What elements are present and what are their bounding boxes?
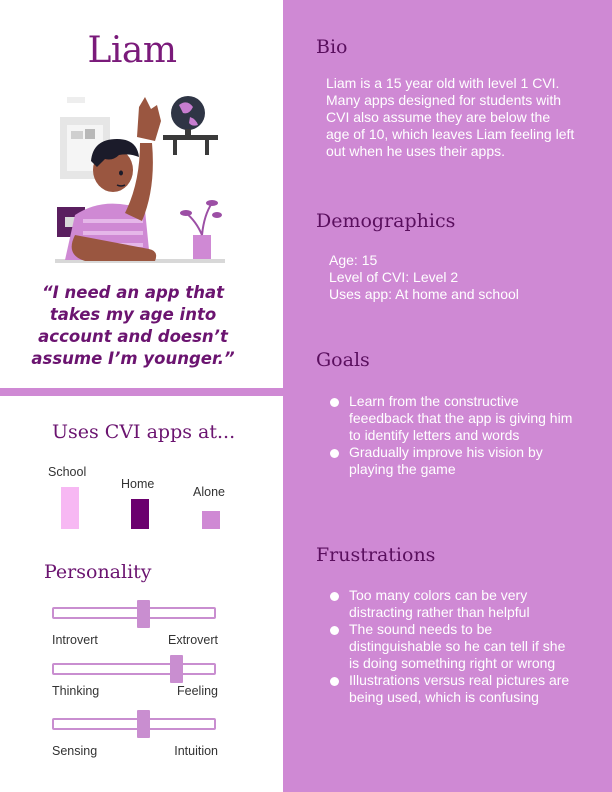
list-item: Too many colors can be very distracting rather than helpful — [328, 587, 578, 621]
bullet-icon — [330, 449, 339, 458]
bar-label-alone: Alone — [193, 485, 225, 499]
demographics-uses: Uses app: At home and school — [329, 286, 519, 302]
bar-label-school: School — [48, 465, 87, 479]
bar-label-home: Home — [121, 477, 155, 491]
persona-name: Liam — [87, 30, 177, 71]
slider-thumb-sensing-intuition[interactable] — [137, 710, 150, 738]
slider-thumb-introvert-extrovert[interactable] — [137, 600, 150, 628]
slider-label-extrovert: Extrovert — [167, 633, 218, 647]
bullet-icon — [330, 677, 339, 686]
list-item: Learn from the constructive feeedback that the app is giving him to identify letters and words — [328, 393, 573, 444]
slider-label-thinking: Thinking — [52, 684, 100, 698]
bio-text: Liam is a 15 year old with level 1 CVI. Many apps designed for students with CVI also assume they are below the age of 10, which leaves Liam feeling left out when he uses their apps. — [326, 75, 575, 159]
goals-heading: Goals — [316, 349, 370, 371]
personality-heading: Personality — [44, 561, 152, 583]
slider-thumb-thinking-feeling[interactable] — [170, 655, 183, 683]
slider-track-sensing-intuition[interactable] — [52, 718, 216, 730]
bar-school — [61, 487, 79, 529]
slider-label-sensing: Sensing — [52, 744, 98, 758]
demographics-age: Age: 15 — [329, 252, 378, 268]
uses-heading: Uses CVI apps at... — [52, 421, 236, 443]
frustrations-list — [328, 587, 578, 706]
divider — [0, 388, 283, 396]
frustrations-heading: Frustrations — [316, 544, 436, 566]
slider-track-introvert-extrovert[interactable] — [52, 607, 216, 619]
student-illustration — [55, 95, 225, 270]
list-item: The sound needs to be distinguishable so he can tell if she is doing something right or wrong — [328, 621, 578, 672]
bullet-icon — [330, 592, 339, 601]
bullet-icon — [330, 398, 339, 407]
slider-label-intuition: Intuition — [174, 744, 218, 758]
goals-list — [328, 393, 573, 478]
persona-quote: “I need an app that takes my age into account and doesn’t assume I’m younger.” — [31, 283, 235, 368]
bar-alone — [202, 511, 220, 529]
demographics-level: Level of CVI: Level 2 — [329, 269, 459, 285]
slider-label-introvert: Introvert — [52, 633, 98, 647]
bar-home — [131, 499, 149, 529]
demographics-heading: Demographics — [316, 210, 456, 232]
slider-label-feeling: Feeling — [177, 684, 218, 698]
bullet-icon — [330, 626, 339, 635]
list-item: Illustrations versus real pictures are being used, which is confusing — [328, 672, 578, 706]
bio-heading: Bio — [316, 36, 348, 58]
slider-track-thinking-feeling[interactable] — [52, 663, 216, 675]
list-item: Gradually improve his vision by playing the game — [328, 444, 573, 478]
